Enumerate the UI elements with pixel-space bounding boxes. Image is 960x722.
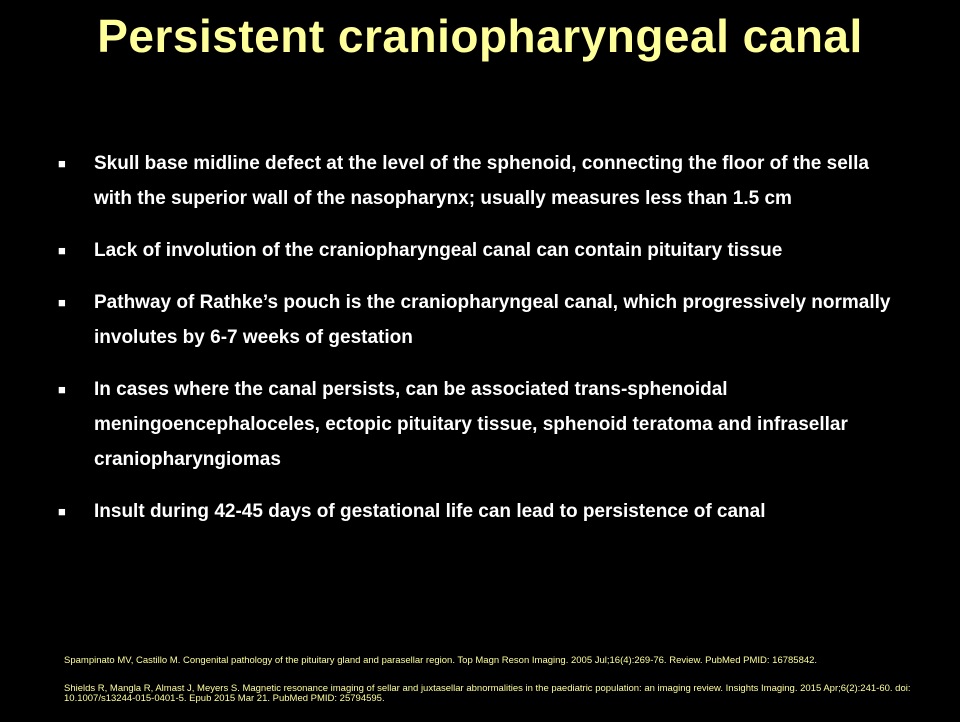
square-bullet-icon: ■ xyxy=(58,382,66,397)
square-bullet-icon: ■ xyxy=(58,504,66,519)
bullet-item xyxy=(58,285,898,355)
square-bullet-icon: ■ xyxy=(58,243,66,258)
reference-citation: Shields R, Mangla R, Almast J, Meyers S. Magnetic resonance imaging of sellar and juxtasellar abnormalities in the paediatric population: an imaging review. Insights Imaging. 2015 Apr;6(2):241-60. doi: 10.1007/s13244-015-0401-5. Epub 2015 Mar 21. PubMed PMID: 25794595. xyxy=(64,683,911,704)
bullet-list xyxy=(58,146,898,546)
bullet-item xyxy=(58,494,898,529)
bullet-text: Insult during 42-45 days of gestational life can lead to persistence of canal xyxy=(94,501,766,522)
bullet-text: In cases where the canal persists, can be associated trans-sphenoidal meningoencephaloceles, ectopic pituitary tissue, sphenoid teratoma and infrasellar craniopharyngiomas xyxy=(94,379,848,470)
square-bullet-icon: ■ xyxy=(58,156,66,171)
references xyxy=(64,656,924,722)
reference-citation: Spampinato MV, Castillo M. Congenital pathology of the pituitary gland and parasellar region. Top Magn Reson Imaging. 2005 Jul;16(4):269-76. Review. PubMed PMID: 16785842. xyxy=(64,655,818,666)
bullet-item xyxy=(58,233,898,268)
bullet-item xyxy=(58,372,898,477)
bullet-text: Pathway of Rathke’s pouch is the craniopharyngeal canal, which progressively normally involutes by 6-7 weeks of gestation xyxy=(94,292,891,348)
slide-title: Persistent craniopharyngeal canal xyxy=(97,10,863,62)
bullet-text: Skull base midline defect at the level of the sphenoid, connecting the floor of the sella with the superior wall of the nasopharynx; usually measures less than 1.5 cm xyxy=(94,153,869,209)
bullet-text: Lack of involution of the craniopharyngeal canal can contain pituitary tissue xyxy=(94,240,783,261)
square-bullet-icon: ■ xyxy=(58,295,66,310)
bullet-item xyxy=(58,146,898,216)
